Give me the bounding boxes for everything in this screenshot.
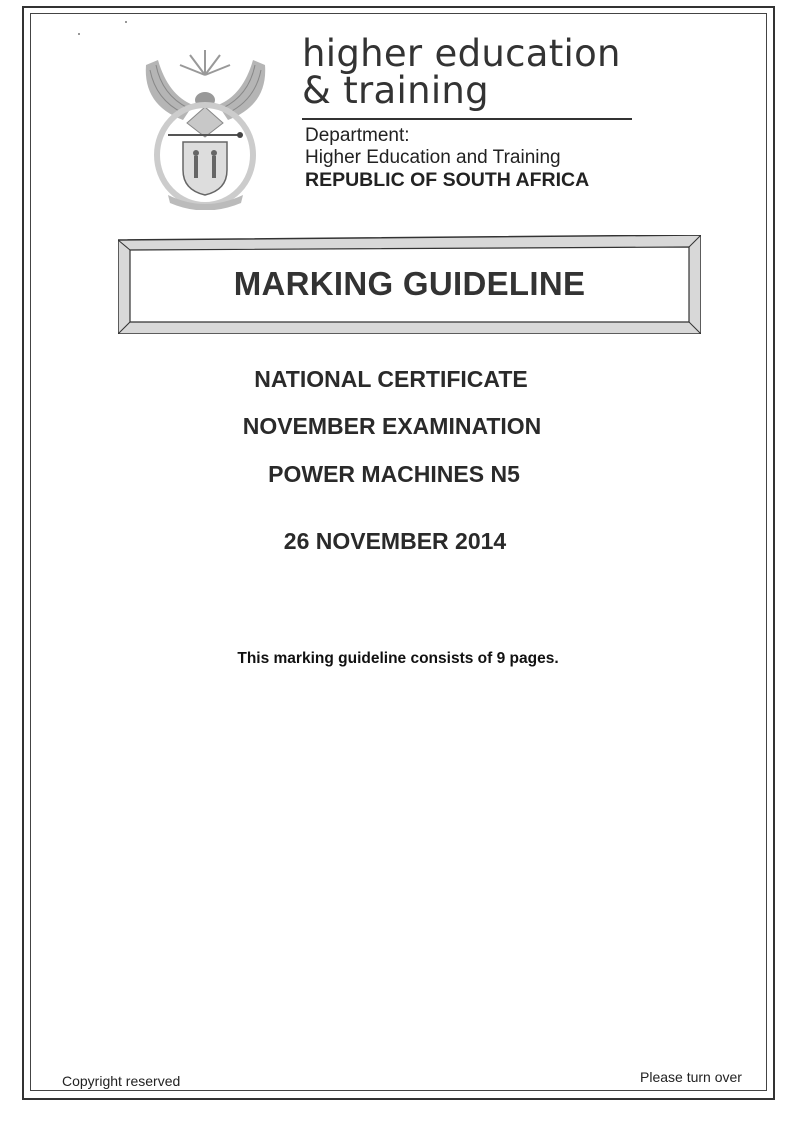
subject-line: POWER MACHINES N5 (268, 461, 520, 487)
certificate-line: NATIONAL CERTIFICATE (254, 366, 528, 392)
turn-over-notice: Please turn over (640, 1069, 742, 1085)
copyright-notice: Copyright reserved (62, 1073, 181, 1089)
scan-speck (125, 21, 127, 23)
brand-line-2: & training (302, 69, 489, 112)
brand-line-1: higher education (302, 32, 621, 75)
brand-divider (302, 118, 632, 120)
country-name: REPUBLIC OF SOUTH AFRICA (305, 169, 590, 191)
department-label: Department: (305, 125, 410, 146)
document-title: MARKING GUIDELINE (233, 265, 586, 302)
exam-date: 26 NOVEMBER 2014 (283, 528, 507, 554)
department-name: Higher Education and Training (305, 147, 561, 168)
department-block (305, 125, 589, 191)
scan-speck (78, 33, 80, 35)
brand-wordmark (302, 32, 621, 112)
page-count-note: This marking guideline consists of 9 pages. (237, 650, 559, 667)
examination-line: NOVEMBER EXAMINATION (242, 413, 542, 439)
coat-of-arms-icon (138, 45, 273, 210)
